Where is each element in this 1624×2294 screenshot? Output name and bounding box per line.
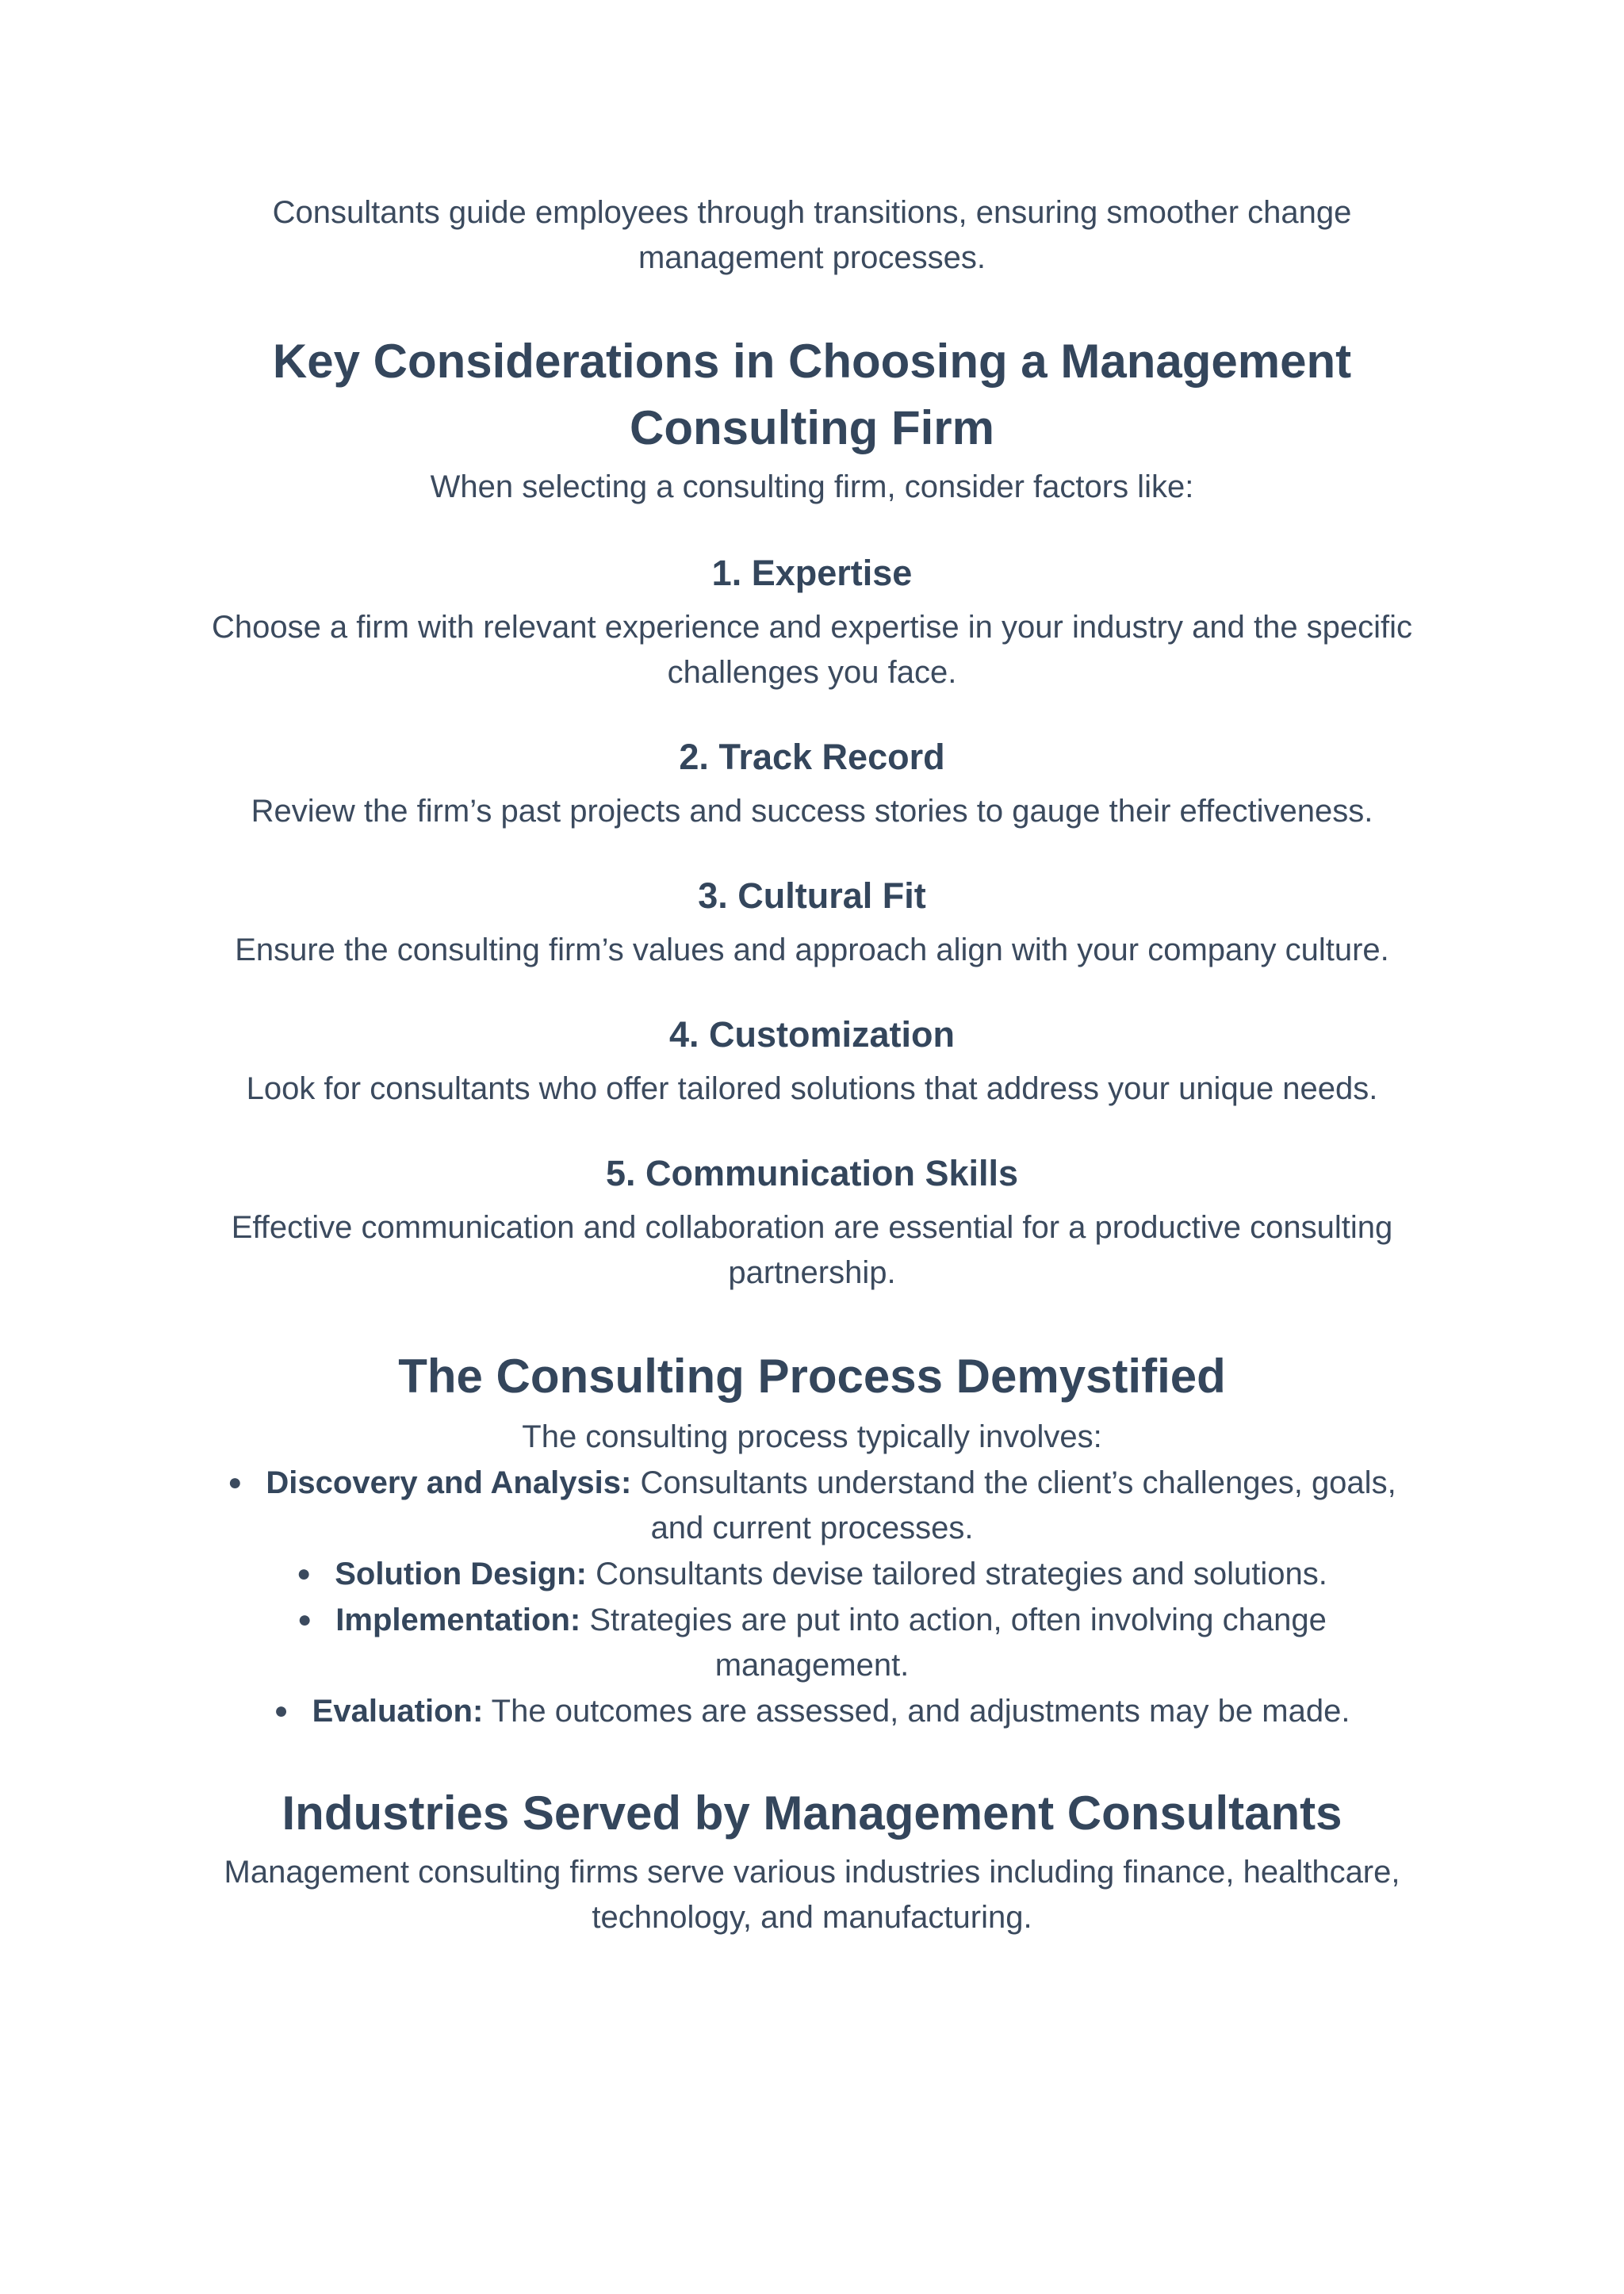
list-item [198, 1460, 1426, 1551]
consideration-communication-skills [198, 1150, 1426, 1296]
process-steps-list [198, 1460, 1426, 1734]
consideration-customization [198, 1011, 1426, 1112]
step-text: Strategies are put into action, often involving change management. [580, 1603, 1327, 1683]
consideration-text: Effective communication and collaboration are essential for a productive consulting partnership. [231, 1210, 1393, 1290]
bullet-icon: ● [297, 1561, 312, 1587]
step-text: Consultants devise tailored strategies and solutions. [587, 1557, 1327, 1591]
consideration-text: Ensure the consulting firm’s values and approach align with your company culture. [235, 933, 1389, 967]
consideration-track-record [198, 733, 1426, 834]
step-label: Solution Design: [335, 1557, 587, 1591]
consideration-expertise [198, 550, 1426, 695]
consideration-title: 3. Cultural Fit [698, 875, 926, 916]
bullet-icon: ● [228, 1469, 243, 1496]
list-item [198, 1597, 1426, 1688]
consideration-title: 4. Customization [668, 1014, 956, 1055]
consideration-title: 5. Communication Skills [605, 1153, 1019, 1193]
list-item [198, 1551, 1426, 1597]
consideration-title: 1. Expertise [711, 553, 913, 593]
industries-heading: Industries Served by Management Consultants [282, 1787, 1342, 1840]
step-label: Discovery and Analysis: [266, 1465, 632, 1500]
step-label: Implementation: [335, 1603, 581, 1637]
step-label: Evaluation: [312, 1694, 484, 1729]
process-lead: The consulting process typically involves: [522, 1419, 1102, 1454]
step-text: The outcomes are assessed, and adjustments may be made. [483, 1694, 1350, 1729]
industries-text: Management consulting firms serve various industries including finance, healthcare, technology, and manufacturing. [224, 1855, 1400, 1935]
step-text: Consultants understand the client’s challenges, goals, and current processes. [631, 1465, 1396, 1545]
consideration-cultural-fit [198, 872, 1426, 973]
considerations-lead: When selecting a consulting firm, consider factors like: [430, 469, 1194, 504]
considerations-heading: Key Considerations in Choosing a Management Consulting Firm [272, 335, 1352, 454]
consideration-title: 2. Track Record [679, 737, 945, 777]
bullet-icon: ● [274, 1698, 289, 1724]
consideration-text: Review the firm’s past projects and success stories to gauge their effectiveness. [251, 794, 1373, 829]
intro-paragraph: Consultants guide employees through transitions, ensuring smoother change management processes. [272, 195, 1352, 275]
process-heading: The Consulting Process Demystified [398, 1350, 1226, 1403]
list-item [198, 1688, 1426, 1734]
bullet-icon: ● [297, 1607, 312, 1633]
consideration-text: Look for consultants who offer tailored solutions that address your unique needs. [246, 1071, 1378, 1106]
consideration-text: Choose a firm with relevant experience and expertise in your industry and the specific challenges you face. [211, 610, 1413, 690]
